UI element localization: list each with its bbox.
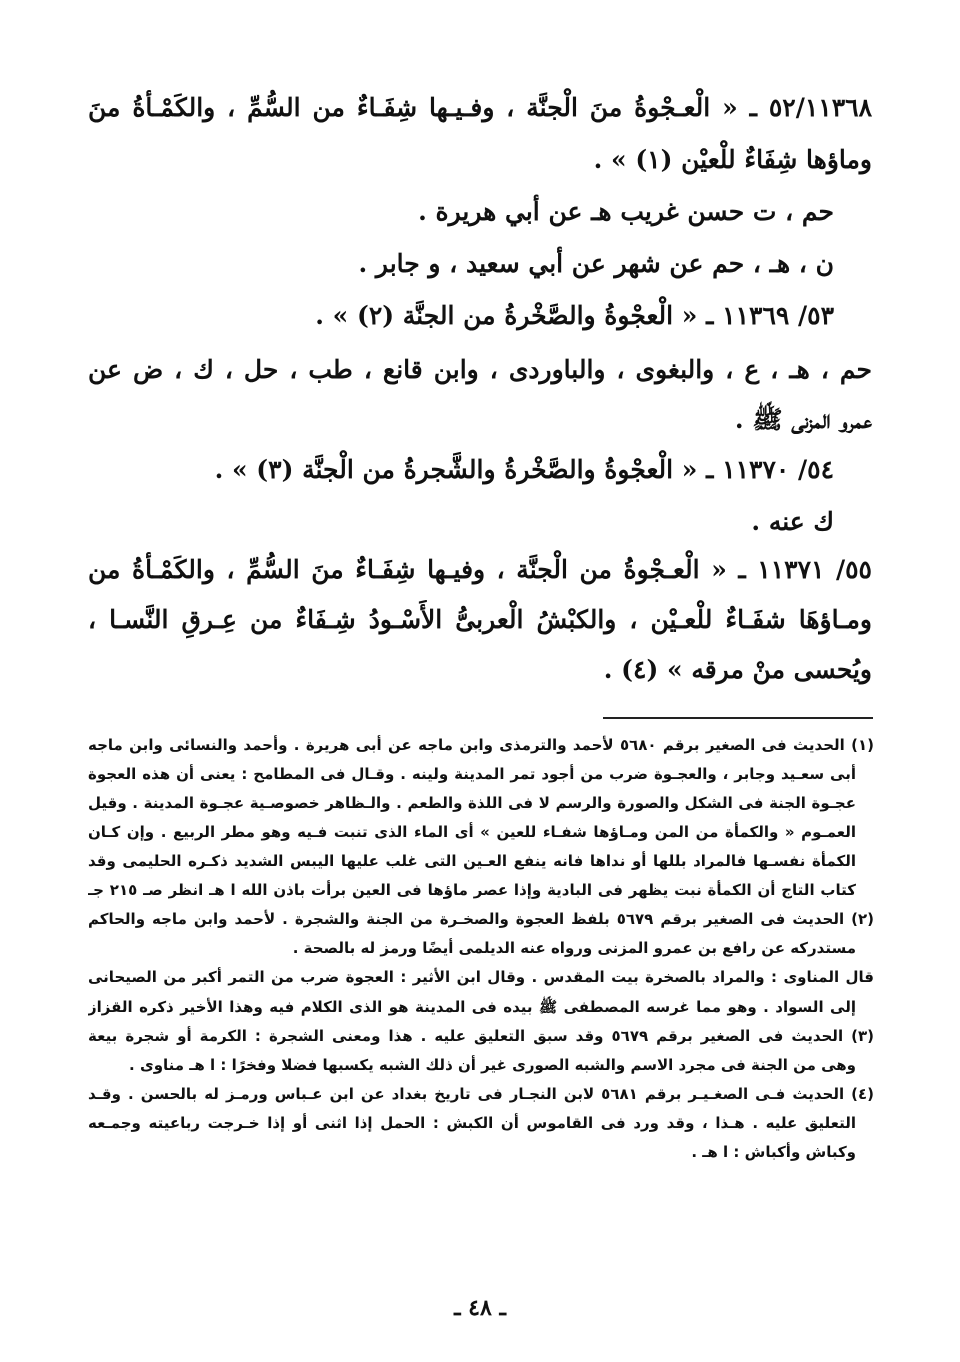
page-number: ـ ٤٨ ـ [454,1295,506,1321]
footnote-line: الكمأة نفسـها فالمراد بللها أو نداها فانه ينفع العـين التى غلب عليها اليبس الشديد ذكـره الحليمى وقد [88,852,856,870]
footnote-line: وكباش وأكباش : ا هـ . [691,1143,856,1161]
hadith-line: ٥٥/ ١١٣٧١ ـ « الْعـجْوةُ من الْجنَّة ، وفيـها شِفَـاءٌ منَ السُّمِّ ، والكَمْـأةُ من [88,555,872,584]
footnote-line: (٤) الحديث فـى الصغـيـر برقم ٥٦٨١ لابن النجـار فى تاريخ بغداد عن ابن عـباس ورمـز له بالحسن . وقـد [88,1085,874,1103]
footnote-line: إلى السواد . وهو مما غرسه المصطفى ﷺ بيده فى المدينة هو الذى الكلام فيه وهذا الأخير ذكره القزاز [88,998,856,1016]
footnote-line: وهى من الجنة فى مجرد الاسم والشبه الصورى غير أن ذلك الشبه يكسبها فضلا وفخرًا : ا هـ مناوى . [129,1056,856,1074]
footnote-line: عجـوة الجنة فى الشكل والصورة والرسم لا فى اللذة والطعم . والـظاهر خصوصـية عجـوة المدينة . وقيل [88,794,856,812]
hadith-line: وماؤها شِفَاءٌ للْعيْن (١) » . [593,145,872,174]
hadith-line: ن ، هـ ، حم عن شهر عن أبي سعيد ، و جابر . [358,249,834,278]
footnote-line: (٣) الحديث فى الصغير برقم ٥٦٧٩ وقد سبق التعليق عليه . هذا ومعنى الشجرة : الكرمة أو شجرة بيعة [88,1027,874,1045]
hadith-line: ويُحسى منْ مرقه » (٤) . [603,655,872,684]
hadith-line: عمرو المزنى ﷺ . [734,405,872,434]
footnote-separator [603,717,873,719]
hadith-line: حم ، ت حسن غريب هـ عن أبي هريرة . [418,197,834,226]
footnote-line: كتاب التاج أن الكمأة نبت يظهر فى البادية وإذا عصر ماؤها فى العين برأت باذن الله ا هـ انظر صـ ٢١٥ جـ [88,881,856,899]
hadith-line: ٥٢/١١٣٦٨ ـ « الْعـجْوةُ منَ الْجنَّة ، وفـيـها شِفَـاءٌ من السُّمِّ ، والكَمْـأةُ منَ [88,93,872,122]
footnote-line: التعليق عليه . هـذا ، وقد ورد فى القاموس أن الكبش : الحمل إذا اثنى أو إذا خـرجت رباعيته وجمـعه [88,1114,856,1132]
hadith-line: ك عنه . [751,507,834,536]
footnote-line: قال المناوى : والمراد بالصخرة بيت المقدس . وقال ابن الأثير : العجوة ضرب من التمر أكبر من الصيحانى [88,968,874,986]
footnote-line: مستدركه عن رافع بن عمرو المزنى ورواه عنه الديلمى أيضًا ورمز له بالصحة . [292,939,856,957]
hadith-line: ومـاؤهَا شفَـاءٌ للْعـيْن ، والكبْشُ الْعربىُّ الأَسْـودُ شِـفَاءٌ من عِـرقِ النَّسـا ، [88,605,872,634]
hadith-line: حم ، هـ ، ع ، والبغوى ، والباوردى ، وابن قانع ، طب ، حل ، ك ، ض عن [88,355,872,384]
footnote-line: (١) الحديث فى الصغير برقم ٥٦٨٠ لأحمد والترمذى وابن ماجه عن أبى هريرة . وأحمد والنسائى وابن ماجه [88,736,874,754]
footnote-line: أبى سعـيد وجابر ، والعجـوة ضرب من أجود تمر المدينة ولينه . وقـال فى المطامح : يعنى أن هذه العجوة [88,765,856,783]
hadith-line: ٥٣/ ١١٣٦٩ ـ « الْعجْوةُ والصَّخْرةُ من الجنَّة (٢) » . [315,301,834,330]
footnote-line: (٢) الحديث فى الصغير برقم ٥٦٧٩ بلفظ العجوة والصخـرة من الجنة والشجرة . لأحمد وابن ماجه والحاكم [88,910,874,928]
hadith-line: ٥٤/ ١١٣٧٠ ـ « الْعجْوةُ والصَّخْرةُ والشَّجرةُ من الْجنَّة (٣) » . [214,455,834,484]
footnote-line: العمـوم « والكمأة من المن ومـاؤها شفـاء للعين » أى الماء الذى تنبت فـيه وهو مطر الربيع . وإن كـان [88,823,856,841]
